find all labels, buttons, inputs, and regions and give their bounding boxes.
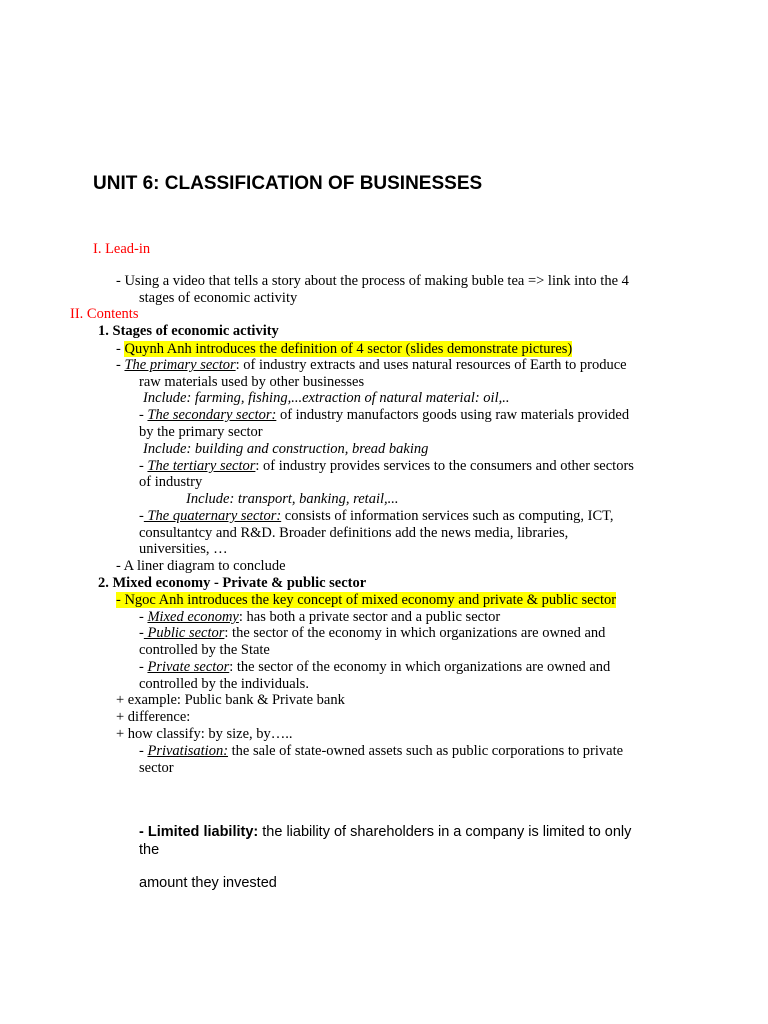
private-sector-line1 bbox=[139, 659, 610, 676]
difference-line: + difference: bbox=[116, 709, 191, 725]
section2-intro-highlight: - Ngoc Anh introduces the key concept of mixed economy and private & public sector bbox=[116, 592, 617, 608]
tertiary-sector-line1 bbox=[139, 458, 634, 475]
quaternary-sector-line1 bbox=[139, 508, 614, 525]
tertiary-sector-line2: of industry bbox=[139, 474, 203, 490]
page-title: UNIT 6: CLASSIFICATION OF BUSINESSES bbox=[93, 173, 483, 194]
public-term: Public sector bbox=[143, 625, 225, 641]
classify-line: + how classify: by size, by….. bbox=[116, 726, 293, 742]
tertiary-text1: : of industry provides services to the consumers and other sectors bbox=[255, 458, 634, 474]
quaternary-term: The quaternary sector: bbox=[143, 508, 282, 524]
tertiary-dash: - bbox=[139, 458, 148, 474]
privatisation-text1: the sale of state-owned assets such as public corporations to private bbox=[228, 743, 624, 759]
contents-heading: II. Contents bbox=[70, 306, 139, 322]
primary-text1: : of industry extracts and uses natural resources of Earth to produce bbox=[235, 357, 627, 373]
primary-dash: - bbox=[116, 357, 125, 373]
privatisation-dash: - bbox=[139, 743, 148, 759]
secondary-dash: - bbox=[139, 407, 148, 423]
section1-intro-dash: - bbox=[116, 341, 125, 357]
quaternary-text1: consists of information services such as computing, ICT, bbox=[281, 508, 614, 524]
secondary-sector-line1 bbox=[139, 407, 629, 424]
mixed-term: Mixed economy bbox=[147, 609, 239, 625]
conclude-line: - A liner diagram to conclude bbox=[116, 558, 286, 574]
public-sector-line2: controlled by the State bbox=[139, 642, 270, 658]
privatisation-term: Privatisation: bbox=[147, 743, 229, 759]
tertiary-include: Include: transport, banking, retail,... bbox=[186, 491, 399, 507]
limited-liability-term: - Limited liability: bbox=[139, 824, 259, 840]
quaternary-dash: - bbox=[139, 508, 144, 524]
tertiary-term: The tertiary sector bbox=[147, 458, 256, 474]
section1-intro bbox=[116, 341, 572, 358]
quaternary-sector-line3: universities, … bbox=[139, 541, 228, 557]
lead-in-text-line1: - Using a video that tells a story about the process of making buble tea => link into the 4 bbox=[116, 273, 629, 289]
section1-heading: 1. Stages of economic activity bbox=[98, 323, 279, 339]
secondary-include: Include: building and construction, bread baking bbox=[143, 441, 429, 457]
private-dash: - bbox=[139, 659, 148, 675]
secondary-term: The secondary sector: bbox=[147, 407, 277, 423]
limited-liability-line1 bbox=[139, 823, 631, 841]
example-line: + example: Public bank & Private bank bbox=[116, 692, 345, 708]
public-dash: - bbox=[139, 625, 144, 641]
primary-term: The primary sector bbox=[124, 357, 236, 373]
public-text1: : the sector of the economy in which organizations are owned and bbox=[224, 625, 606, 641]
secondary-text1: of industry manufactors goods using raw materials provided bbox=[276, 407, 630, 423]
limited-liability-text1: the liability of shareholders in a company is limited to only bbox=[258, 824, 632, 840]
section2-heading: 2. Mixed economy - Private & public sector bbox=[98, 575, 367, 591]
limited-liability-line3: amount they invested bbox=[139, 875, 277, 891]
mixed-dash: - bbox=[139, 609, 148, 625]
private-text1: : the sector of the economy in which organizations are owned and bbox=[229, 659, 611, 675]
privatisation-line1 bbox=[139, 743, 623, 760]
lead-in-heading: I. Lead-in bbox=[93, 241, 151, 257]
primary-include: Include: farming, fishing,...extraction of natural material: oil,.. bbox=[143, 390, 510, 406]
mixed-text1: : has both a private sector and a public sector bbox=[238, 609, 501, 625]
quaternary-sector-line2: consultantcy and R&D. Broader definitions add the news media, libraries, bbox=[139, 525, 569, 541]
primary-sector-line2: raw materials used by other businesses bbox=[139, 374, 365, 390]
primary-sector-line1 bbox=[116, 357, 627, 374]
mixed-economy-line bbox=[139, 609, 500, 626]
private-sector-line2: controlled by the individuals. bbox=[139, 676, 309, 692]
limited-liability-line2: the bbox=[139, 842, 160, 858]
section1-intro-highlight: Quynh Anh introduces the definition of 4 sector (slides demonstrate pictures) bbox=[124, 341, 573, 357]
public-sector-line1 bbox=[139, 625, 605, 642]
secondary-sector-line2: by the primary sector bbox=[139, 424, 263, 440]
private-term: Private sector bbox=[147, 659, 230, 675]
section2-intro bbox=[116, 592, 616, 609]
privatisation-line2: sector bbox=[139, 760, 174, 776]
lead-in-text-line2: stages of economic activity bbox=[139, 290, 298, 306]
